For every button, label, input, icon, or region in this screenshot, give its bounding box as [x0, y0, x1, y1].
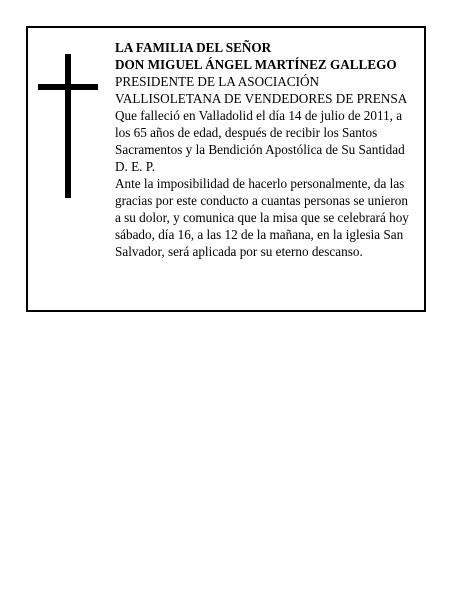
- position-title-line-2: VALLISOLETANA DE VENDEDORES DE PRENSA: [115, 91, 408, 106]
- position-title-line-1: PRESIDENTE DE LA ASOCIACIÓN: [115, 74, 320, 89]
- thanks-line-3: a su dolor, y comunica que la misa que se celebrará hoy: [115, 210, 409, 225]
- thanks-line-2: gracias por este conducto a cuantas personas se unieron: [115, 193, 408, 208]
- family-heading: LA FAMILIA DEL SEÑOR: [115, 40, 272, 55]
- notice-text: [115, 39, 423, 260]
- obituary-notice: [26, 26, 426, 312]
- deceased-name: DON MIGUEL ÁNGEL MARTÍNEZ GALLEGO: [115, 57, 397, 72]
- rest-in-peace: D. E. P.: [115, 159, 155, 174]
- cross-icon: [38, 54, 98, 198]
- death-details-line-2: los 65 años de edad, después de recibir los Santos: [115, 125, 378, 140]
- cross-horizontal-bar: [38, 84, 98, 90]
- thanks-line-5: Salvador, será aplicada por su eterno descanso.: [115, 244, 363, 259]
- death-details-line-3: Sacramentos y la Bendición Apostólica de Su Santidad: [115, 142, 405, 157]
- death-details-line-1: Que falleció en Valladolid el día 14 de julio de 2011, a: [115, 108, 403, 123]
- cross-vertical-bar: [65, 54, 71, 198]
- thanks-line-1: Ante la imposibilidad de hacerlo personalmente, da las: [115, 176, 405, 191]
- thanks-line-4: sábado, día 16, a las 12 de la mañana, en la iglesia San: [115, 227, 404, 242]
